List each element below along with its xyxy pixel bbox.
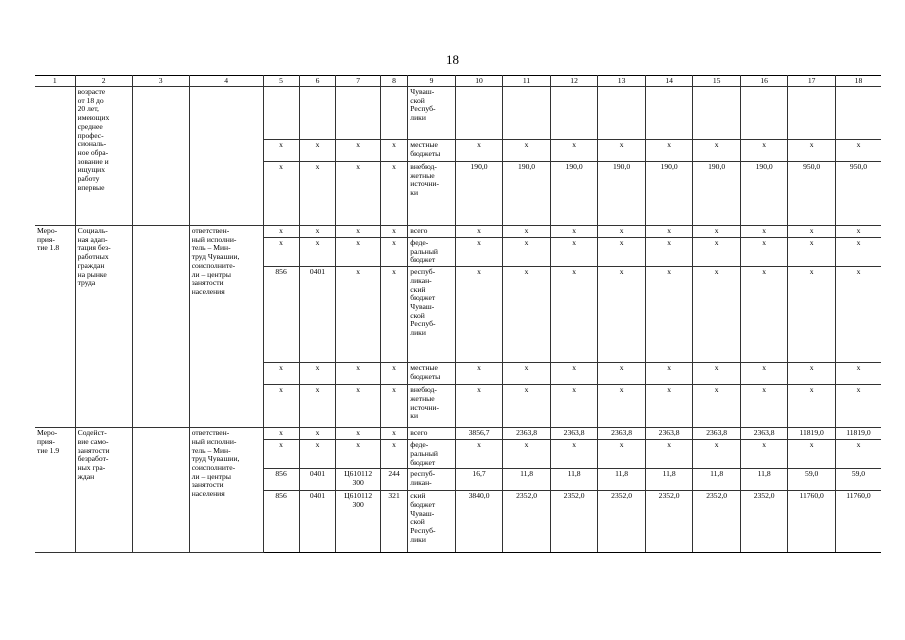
table-cell: x	[693, 440, 741, 469]
responsible-executor	[189, 87, 263, 226]
table-cell: 190,0	[598, 162, 646, 226]
table-cell	[550, 87, 598, 140]
table-cell: x	[263, 140, 299, 162]
funding-source: местные бюджеты	[408, 140, 456, 162]
page-number: 18	[446, 52, 459, 67]
empty-cell	[132, 226, 189, 428]
table-cell: x	[455, 226, 503, 238]
table-cell: x	[598, 385, 646, 428]
table-cell: x	[503, 385, 551, 428]
table-cell: x	[455, 238, 503, 267]
table-cell: 2352,0	[645, 491, 693, 553]
table-cell: x	[550, 226, 598, 238]
table-cell: x	[503, 226, 551, 238]
table-cell: 3840,0	[455, 491, 503, 553]
table-cell: x	[645, 363, 693, 385]
table-cell: x	[336, 162, 380, 226]
table-cell: x	[336, 226, 380, 238]
table-cell: x	[550, 267, 598, 363]
table-cell: x	[550, 140, 598, 162]
table-cell: 2363,8	[740, 428, 788, 440]
funding-source: всего	[408, 226, 456, 238]
table-cell: x	[740, 140, 788, 162]
table-cell: x	[299, 363, 336, 385]
table-cell: x	[503, 267, 551, 363]
table-cell: 11,8	[693, 469, 741, 491]
table-cell	[336, 87, 380, 140]
table-cell: 2352,0	[550, 491, 598, 553]
table-cell: x	[598, 267, 646, 363]
table-cell: 59,0	[835, 469, 881, 491]
table-cell: x	[550, 238, 598, 267]
header-row	[35, 76, 881, 87]
funding-source: Чуваш- ской Респуб- лики	[408, 87, 456, 140]
empty-cell	[132, 428, 189, 553]
table-cell: x	[598, 440, 646, 469]
table-cell: 190,0	[693, 162, 741, 226]
table-cell: x	[550, 363, 598, 385]
event-label: Меро- прия- тие 1.9	[35, 428, 75, 553]
table-cell: 190,0	[740, 162, 788, 226]
col-header: 3	[132, 76, 189, 87]
col-header: 13	[598, 76, 646, 87]
col-header: 12	[550, 76, 598, 87]
table-cell: x	[299, 140, 336, 162]
table-cell: 0401	[299, 491, 336, 553]
table-cell: x	[740, 267, 788, 363]
table-cell: 950,0	[835, 162, 881, 226]
table-cell: x	[835, 238, 881, 267]
table-cell: x	[503, 238, 551, 267]
table-cell: x	[299, 440, 336, 469]
table-cell: x	[693, 140, 741, 162]
table-cell: x	[835, 385, 881, 428]
col-header: 11	[503, 76, 551, 87]
col-header: 6	[299, 76, 336, 87]
table-cell: x	[336, 363, 380, 385]
event-name: Содейст- вие само- занятости безработ- ных гра- ждан	[75, 428, 132, 553]
table-cell: x	[380, 363, 407, 385]
table-cell: 2352,0	[740, 491, 788, 553]
table-cell	[835, 87, 881, 140]
table-cell: x	[380, 440, 407, 469]
col-header: 14	[645, 76, 693, 87]
table-cell	[740, 87, 788, 140]
table-cell	[598, 87, 646, 140]
table-cell: x	[299, 428, 336, 440]
table-cell: x	[380, 226, 407, 238]
table-cell: x	[598, 363, 646, 385]
table-cell: x	[788, 140, 836, 162]
col-header: 17	[788, 76, 836, 87]
table-cell: x	[503, 363, 551, 385]
table-cell: 190,0	[645, 162, 693, 226]
table-cell: 2363,8	[550, 428, 598, 440]
empty-cell	[132, 87, 189, 226]
table-cell: x	[455, 140, 503, 162]
table-cell: 321	[380, 491, 407, 553]
table-row	[35, 226, 881, 238]
table-cell: 0401	[299, 267, 336, 363]
table-cell: x	[693, 267, 741, 363]
col-header: 1	[35, 76, 75, 87]
table-cell: 11760,0	[835, 491, 881, 553]
col-header: 8	[380, 76, 407, 87]
table-cell: 2352,0	[693, 491, 741, 553]
table-cell: x	[299, 385, 336, 428]
table-cell: x	[455, 385, 503, 428]
funding-source: внебюд- жетные источни- ки	[408, 162, 456, 226]
table-cell: x	[693, 385, 741, 428]
table-cell: x	[788, 385, 836, 428]
table-cell: x	[788, 226, 836, 238]
funding-source: ский бюджет Чуваш- ской Респуб- лики	[408, 491, 456, 553]
col-header: 7	[336, 76, 380, 87]
table-cell: x	[299, 238, 336, 267]
table-cell: 11,8	[740, 469, 788, 491]
table-cell: x	[263, 363, 299, 385]
table-cell: x	[788, 363, 836, 385]
table-cell: 16,7	[455, 469, 503, 491]
col-header: 18	[835, 76, 881, 87]
table-cell: x	[263, 385, 299, 428]
funding-source: респуб- ликан- ский бюджет Чуваш- ской Респуб- лики	[408, 267, 456, 363]
table-cell: x	[550, 385, 598, 428]
table-cell: 190,0	[455, 162, 503, 226]
table-cell: x	[835, 226, 881, 238]
table-cell: x	[299, 226, 336, 238]
table-cell: x	[380, 428, 407, 440]
table-cell: x	[336, 140, 380, 162]
table-cell: x	[645, 267, 693, 363]
table-cell: x	[740, 440, 788, 469]
table-cell: 11,8	[550, 469, 598, 491]
table-cell: x	[336, 267, 380, 363]
table-cell	[788, 87, 836, 140]
table-cell: 11819,0	[788, 428, 836, 440]
table-cell: x	[788, 440, 836, 469]
table-cell: x	[380, 385, 407, 428]
table-cell: 11,8	[645, 469, 693, 491]
table-cell: x	[835, 267, 881, 363]
event-label: Меро- прия- тие 1.8	[35, 226, 75, 428]
table-cell: 11760,0	[788, 491, 836, 553]
table-cell: 190,0	[503, 162, 551, 226]
table-cell: x	[380, 238, 407, 267]
table-row	[35, 428, 881, 440]
table-cell: 2363,8	[645, 428, 693, 440]
table-cell: 2363,8	[693, 428, 741, 440]
table-cell: 190,0	[550, 162, 598, 226]
funding-source: внебюд- жетные источни- ки	[408, 385, 456, 428]
table-cell: x	[380, 140, 407, 162]
col-header: 9	[408, 76, 456, 87]
table-cell: x	[336, 238, 380, 267]
table-cell: x	[598, 140, 646, 162]
event-name: Социаль- ная адап- тация без- работных граждан на рынке труда	[75, 226, 132, 428]
table-cell: x	[263, 162, 299, 226]
table-cell: 3856,7	[455, 428, 503, 440]
table-cell: x	[503, 440, 551, 469]
responsible-executor: ответствен- ный исполни- тель – Мин- труд Чувашии, соисполните- ли – центры занятости населения	[189, 428, 263, 553]
table-cell: x	[380, 162, 407, 226]
funding-source: местные бюджеты	[408, 363, 456, 385]
table-cell: Ц610112 300	[336, 491, 380, 553]
table-cell: x	[645, 140, 693, 162]
table-cell: x	[788, 238, 836, 267]
table-cell: x	[740, 226, 788, 238]
table-cell: 2352,0	[503, 491, 551, 553]
table-cell: 856	[263, 491, 299, 553]
table-cell: 11,8	[598, 469, 646, 491]
table-cell: 950,0	[788, 162, 836, 226]
table-cell: 856	[263, 267, 299, 363]
table-cell: x	[645, 440, 693, 469]
budget-table	[35, 75, 881, 553]
table-cell: 2363,8	[503, 428, 551, 440]
table-cell: x	[693, 226, 741, 238]
table-cell: x	[263, 226, 299, 238]
table-cell: x	[645, 238, 693, 267]
table-cell	[299, 87, 336, 140]
table-cell: x	[598, 226, 646, 238]
table-cell: x	[455, 363, 503, 385]
table-cell: x	[455, 440, 503, 469]
table-cell: x	[550, 440, 598, 469]
responsible-executor: ответствен- ный исполни- тель – Мин- труд Чувашии, соисполните- ли – центры занятости населения	[189, 226, 263, 428]
table-cell: x	[263, 238, 299, 267]
table-cell: x	[263, 428, 299, 440]
table-cell	[503, 87, 551, 140]
table-cell: x	[835, 363, 881, 385]
table-cell: x	[740, 363, 788, 385]
table-cell	[455, 87, 503, 140]
col-header: 2	[75, 76, 132, 87]
table-cell: 11,8	[503, 469, 551, 491]
table-cell: 0401	[299, 469, 336, 491]
table-cell: Ц610112 300	[336, 469, 380, 491]
table-cell: 244	[380, 469, 407, 491]
table-cell: 856	[263, 469, 299, 491]
table-cell: 59,0	[788, 469, 836, 491]
table-cell	[263, 87, 299, 140]
table-cell: x	[693, 363, 741, 385]
table-cell: x	[455, 267, 503, 363]
funding-source: феде- ральный бюджет	[408, 440, 456, 469]
table-cell: x	[645, 226, 693, 238]
table-cell: x	[336, 440, 380, 469]
table-cell: 11819,0	[835, 428, 881, 440]
col-header: 4	[189, 76, 263, 87]
table-cell: x	[503, 140, 551, 162]
table-cell: x	[693, 238, 741, 267]
table-cell: x	[788, 267, 836, 363]
table-cell: x	[740, 385, 788, 428]
funding-source: феде- ральный бюджет	[408, 238, 456, 267]
table-cell	[645, 87, 693, 140]
table-cell: x	[598, 238, 646, 267]
table-row	[35, 87, 881, 140]
event-label	[35, 87, 75, 226]
table-cell	[380, 87, 407, 140]
table-cell: x	[835, 440, 881, 469]
table-cell: x	[645, 385, 693, 428]
col-header: 16	[740, 76, 788, 87]
col-header: 5	[263, 76, 299, 87]
table-cell: x	[336, 385, 380, 428]
table-cell: 2363,8	[598, 428, 646, 440]
funding-source: респуб- ликан-	[408, 469, 456, 491]
event-name: возрасте от 18 до 20 лет, имеющих среднее профес- сиональ- ное обра- зование и ищущих работу впервые	[75, 87, 132, 226]
table-cell: x	[835, 140, 881, 162]
table-cell: x	[336, 428, 380, 440]
col-header: 15	[693, 76, 741, 87]
table-cell: x	[299, 162, 336, 226]
col-header: 10	[455, 76, 503, 87]
table-cell	[693, 87, 741, 140]
table-cell: x	[740, 238, 788, 267]
table-cell: 2352,0	[598, 491, 646, 553]
table-cell: x	[380, 267, 407, 363]
funding-source: всего	[408, 428, 456, 440]
table-cell: x	[263, 440, 299, 469]
